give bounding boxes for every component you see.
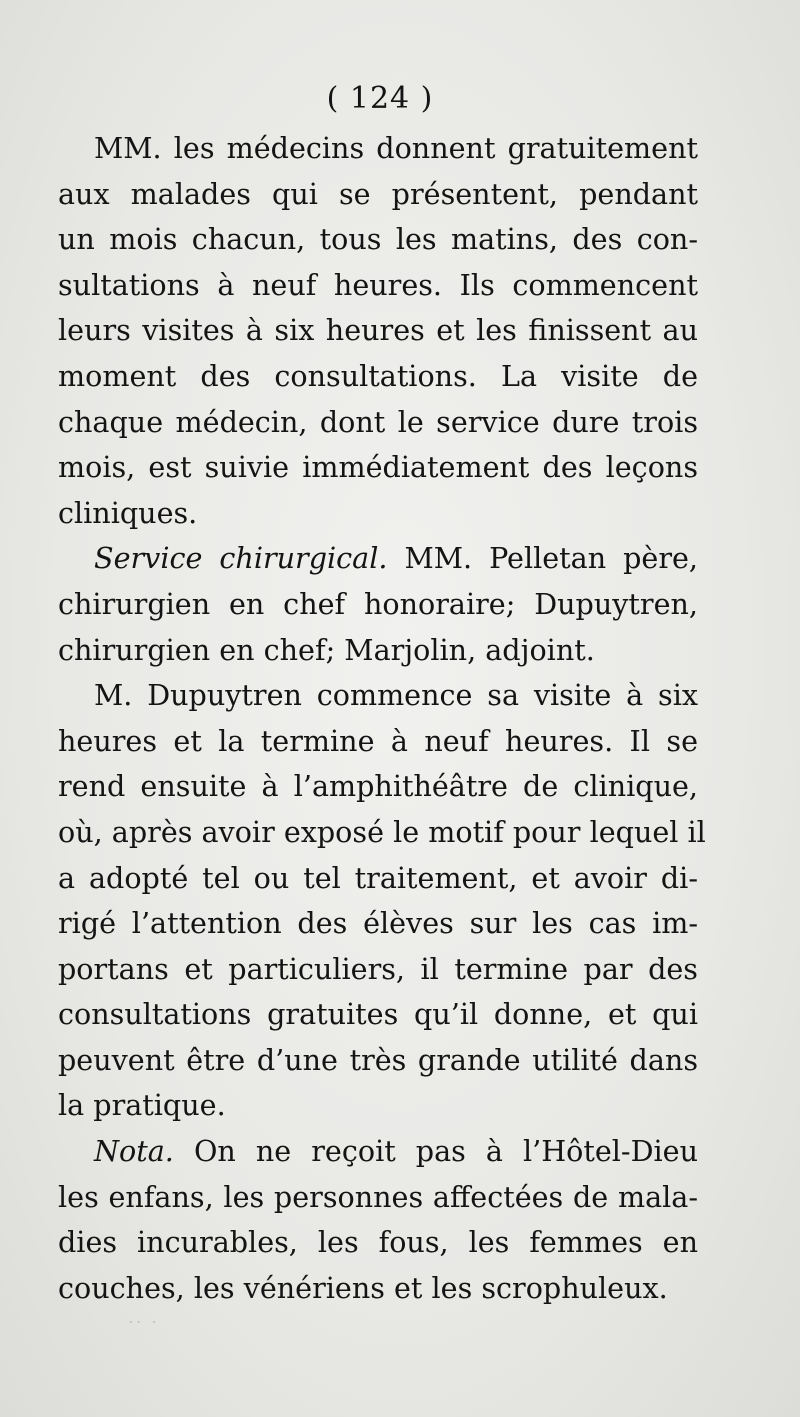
text-line: MM. les médecins donnent gratuitement	[94, 131, 698, 165]
text-line: les enfans, les personnes affectées de mala-	[58, 1179, 698, 1214]
paper-smudge: ·· ·	[128, 1312, 159, 1333]
text-line: M. Dupuytren commence sa visite à six	[94, 678, 698, 713]
text-line: dies incurables, les fous, les femmes en	[58, 1225, 698, 1260]
text-line: chirurgien en chef; Marjolin, adjoint.	[58, 632, 595, 667]
text-line: portans et particuliers, il termine par des	[58, 951, 698, 986]
text-line: cliniques.	[58, 495, 198, 530]
text-line: rigé l’attention des élèves sur les cas im-	[58, 906, 698, 941]
text-fragment: On ne reçoit pas à l’Hôtel-Dieu	[173, 1134, 698, 1169]
text-line: sultations à neuf heures. Ils commencent	[58, 267, 698, 302]
text-line: leurs visites à six heures et les finissent au	[58, 313, 698, 348]
paragraph-nota	[58, 1129, 698, 1311]
page-number: ( 124 )	[326, 81, 434, 116]
paragraph-consultations	[58, 126, 698, 536]
paragraph-dupuytren	[58, 673, 706, 1129]
page-body	[58, 126, 706, 1311]
text-line: heures et la termine à neuf heures. Il se	[58, 723, 698, 758]
text-line: aux malades qui se présentent, pendant	[58, 176, 698, 211]
text-line	[58, 536, 698, 582]
text-line: rend ensuite à l’amphithéâtre de clinique,	[58, 769, 698, 804]
text-line: couches, les vénériens et les scrophuleux.	[58, 1270, 668, 1305]
italic-lead: Nota.	[94, 1134, 174, 1169]
paragraph-service-chirurgical	[58, 536, 698, 673]
text-line: mois, est suivie immédiatement des leçons	[58, 450, 698, 485]
text-line: peuvent être d’une très grande utilité dans	[58, 1042, 698, 1077]
text-line: moment des consultations. La visite de	[58, 358, 698, 393]
text-line: où, après avoir exposé le motif pour lequel il	[58, 814, 706, 849]
italic-lead: Service chirurgical.	[94, 541, 388, 576]
text-line: consultations gratuites qu’il donne, et qui	[58, 997, 698, 1032]
text-line: a adopté tel ou tel traitement, et avoir di-	[58, 860, 698, 895]
text-line: la pratique.	[58, 1088, 226, 1123]
text-line: chaque médecin, dont le service dure trois	[58, 404, 698, 439]
text-line	[58, 1129, 698, 1175]
text-line: un mois chacun, tous les matins, des con-	[58, 222, 698, 257]
text-line: chirurgien en chef honoraire; Dupuytren,	[58, 586, 698, 621]
text-fragment: MM. Pelletan père,	[387, 541, 698, 576]
